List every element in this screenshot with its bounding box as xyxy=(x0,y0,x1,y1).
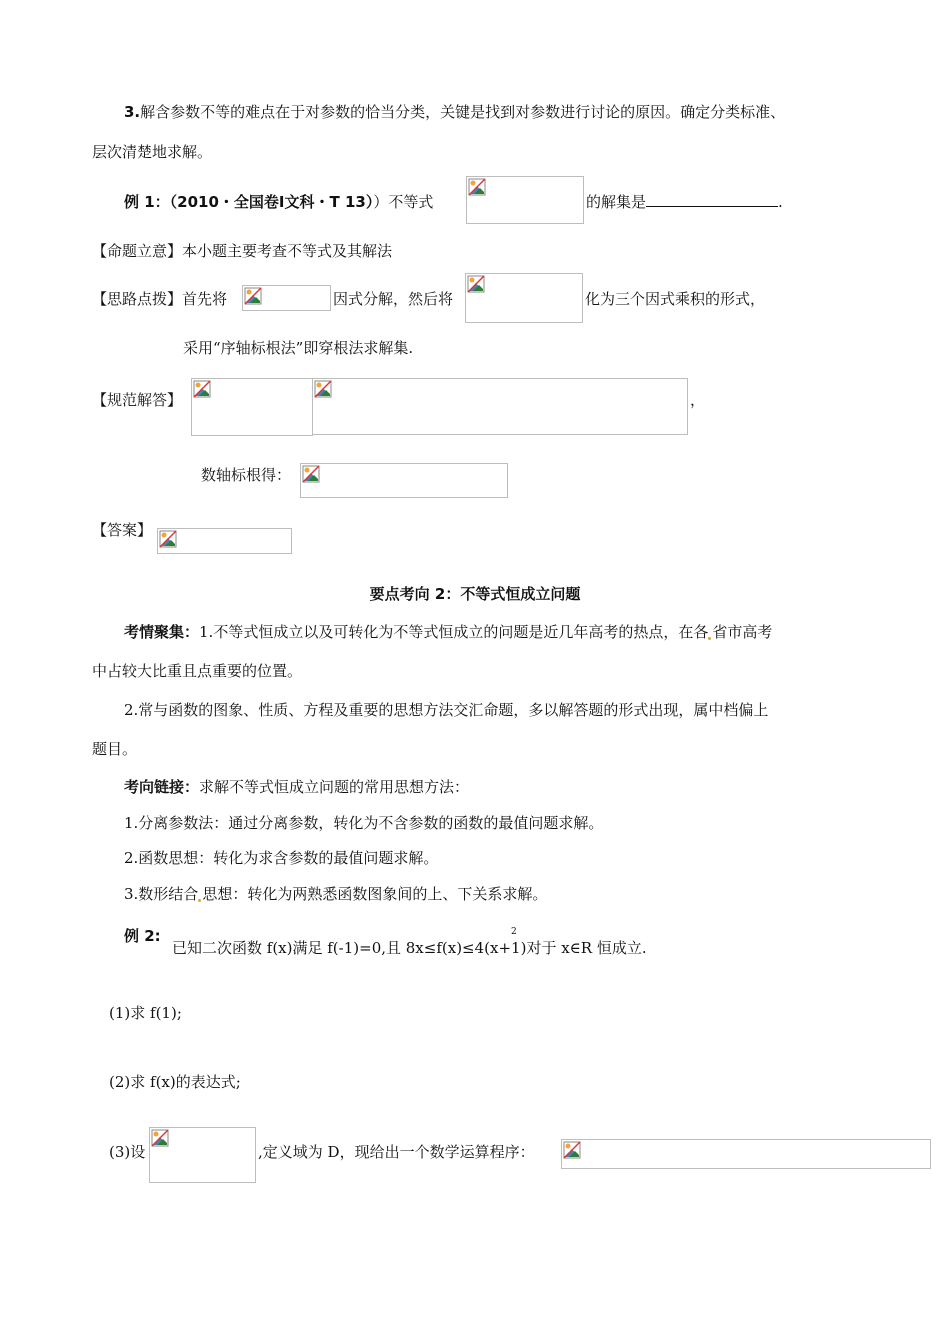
silu-text-a: 首先将 xyxy=(182,290,228,308)
kqjj-text-b: 省市高考 xyxy=(712,623,773,641)
broken-image-solution-b xyxy=(312,378,688,435)
broken-image-answer xyxy=(157,528,292,554)
broken-image-program xyxy=(561,1139,931,1169)
broken-image-number-line xyxy=(300,463,508,498)
broken-image-inequality xyxy=(466,176,584,224)
silu-tag: 【思路点拨】 xyxy=(92,290,183,308)
kqjj-line1 xyxy=(124,622,772,642)
kqjj-label: 考情聚集： xyxy=(124,623,200,641)
method-2: 2.函数思想：转化为求含参数的最值问题求解。 xyxy=(124,849,439,867)
kxlj-line xyxy=(124,777,469,797)
answer-tag: 【答案】 xyxy=(92,521,153,539)
question-3-a: (3)设 xyxy=(109,1143,146,1161)
image-placeholder-icon xyxy=(314,380,332,398)
intro-line2: 层次清楚地求解。 xyxy=(92,143,213,161)
mingti-text: 本小题主要考查不等式及其解法 xyxy=(182,242,393,260)
silu-line2: 采用“序轴标根法”即穿根法求解集. xyxy=(183,339,414,357)
image-placeholder-icon xyxy=(151,1129,169,1147)
example-1-line xyxy=(124,192,433,212)
example-1-text-a: ）不等式 xyxy=(373,193,434,211)
example-2-text xyxy=(172,938,647,958)
axis-label: 数轴标根得： xyxy=(201,466,292,484)
kxlj-text: 求解不等式恒成立问题的常用思想方法： xyxy=(199,778,470,796)
mingti-tag: 【命题立意】 xyxy=(92,242,183,260)
kqjj-line2: 中占较大比重且点重要的位置。 xyxy=(92,662,303,680)
example-1-text-b: 的解集是 xyxy=(586,193,647,211)
superscript-2: 2 xyxy=(511,927,517,937)
method-3 xyxy=(124,884,547,904)
example-2-label: 例 2: xyxy=(124,927,161,945)
image-placeholder-icon xyxy=(159,530,177,548)
broken-image-function-def xyxy=(149,1127,256,1183)
silu-line-a xyxy=(92,289,227,309)
p2-line2: 题目。 xyxy=(92,740,138,758)
kqjj-text-a: 1.不等式恒成立以及可转化为不等式恒成立的问题是近几年高考的热点，在各 xyxy=(199,623,709,641)
image-placeholder-icon xyxy=(467,275,485,293)
mingti-line xyxy=(92,241,392,261)
example-2-text-b: +1)对于 x∈R 恒成立. xyxy=(498,939,647,957)
example-2-text-a: 已知二次函数 f(x)满足 f(-1)=0,且 8x≤f(x)≤4(x xyxy=(172,939,499,957)
section-2-title: 要点考向 2：不等式恒成立问题 xyxy=(369,585,581,603)
p2-line1: 2.常与函数的图象、性质、方程及重要的思想方法交汇命题，多以解答题的形式出现，属中档偏上 xyxy=(124,701,769,719)
image-placeholder-icon xyxy=(244,287,262,305)
image-placeholder-icon xyxy=(302,465,320,483)
broken-image-factor xyxy=(242,285,331,311)
example-1-source: （2010・全国卷Ⅰ文科・T 13） xyxy=(169,193,374,211)
decorative-dot xyxy=(198,899,201,902)
question-1: (1)求 f(1); xyxy=(109,1004,182,1022)
guifan-tag: 【规范解答】 xyxy=(92,391,183,409)
image-placeholder-icon xyxy=(563,1141,581,1159)
method-3-b: 思想：转化为两熟悉函数图象间的上、下关系求解。 xyxy=(202,885,548,903)
question-3-b: ,定义域为 D，现给出一个数学运算程序： xyxy=(258,1143,535,1161)
silu-text-c: 化为三个因式乘积的形式， xyxy=(585,290,766,308)
silu-text-b: 因式分解，然后将 xyxy=(333,290,454,308)
example-1-end: . xyxy=(778,193,783,211)
method-3-a: 3.数形结合 xyxy=(124,885,199,903)
example-1-label: 例 1： xyxy=(124,193,170,211)
intro-text: 解含参数不等的难点在于对参数的恰当分类，关键是找到对参数进行讨论的原因。确定分类标准、 xyxy=(140,103,786,121)
broken-image-solution-a xyxy=(191,378,313,436)
kxlj-label: 考向链接： xyxy=(124,778,200,796)
example-1-line-end xyxy=(586,192,783,212)
broken-image-expression xyxy=(465,273,583,323)
method-1: 1.分离参数法：通过分离参数，转化为不含参数的函数的最值问题求解。 xyxy=(124,814,604,832)
decorative-dot xyxy=(708,637,711,640)
intro-number: 3. xyxy=(124,103,141,121)
image-placeholder-icon xyxy=(193,380,211,398)
image-placeholder-icon xyxy=(468,178,486,196)
intro-line1 xyxy=(124,102,785,122)
question-2: (2)求 f(x)的表达式; xyxy=(109,1073,241,1091)
answer-blank xyxy=(646,192,778,207)
guifan-comma: ， xyxy=(690,391,706,409)
